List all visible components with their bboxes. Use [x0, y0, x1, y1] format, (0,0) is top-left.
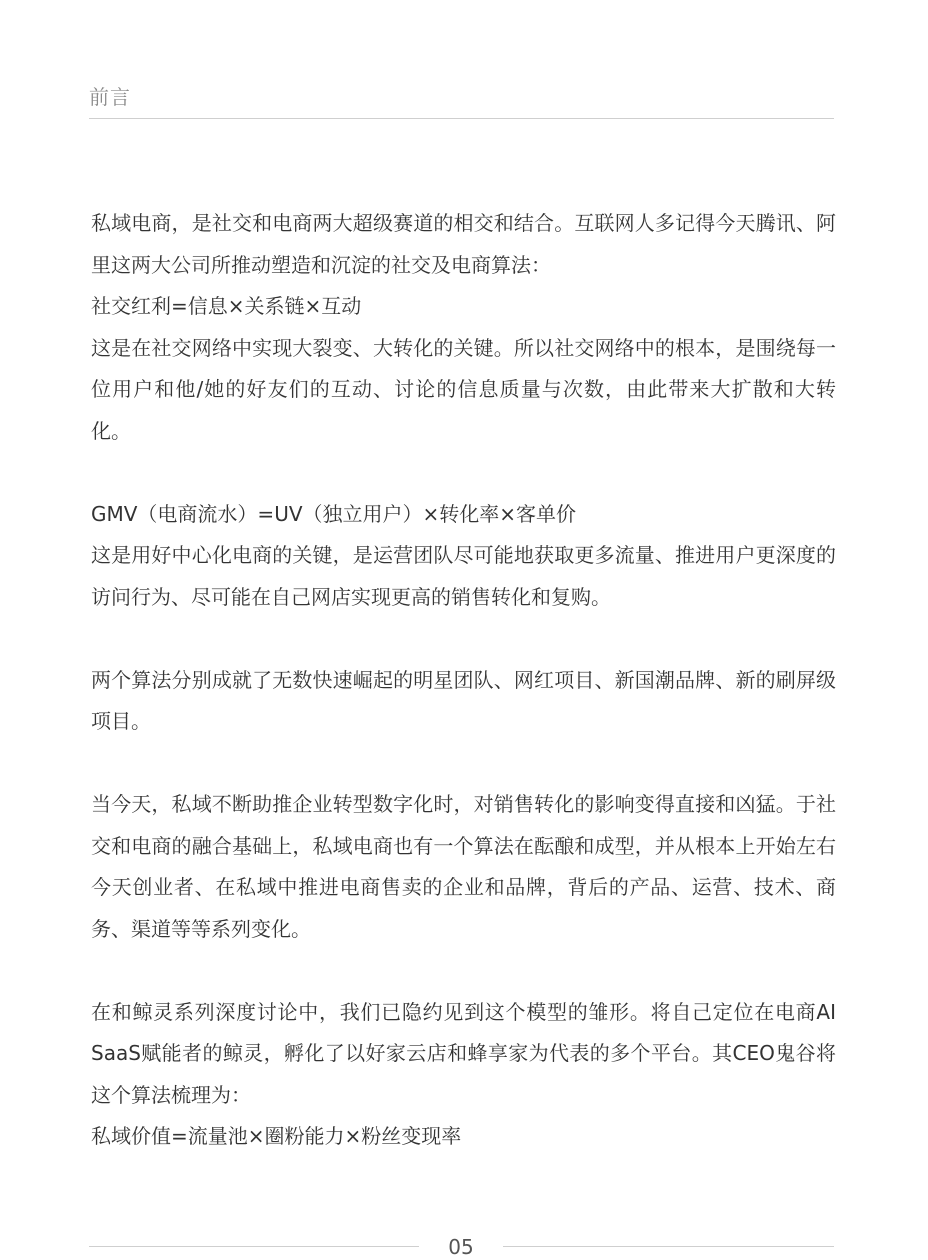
footer-divider-left	[89, 1246, 419, 1247]
formula-social: 社交红利=信息×关系链×互动	[91, 294, 362, 318]
paragraph-intro: 私域电商，是社交和电商两大超级赛道的相交和结合。互联网人多记得今天腾讯、阿里这两大公司所推动塑造和沉淀的社交及电商算法：	[91, 211, 836, 277]
formula-private-domain-value: 私域价值=流量池×圈粉能力×粉丝变现率	[91, 1124, 462, 1148]
page-number: 05	[448, 1235, 474, 1259]
paragraph-gap	[91, 950, 836, 992]
paragraph-two-algorithms: 两个算法分别成就了无数快速崛起的明星团队、网红项目、新国潮品牌、新的刷屏级项目。	[91, 667, 836, 733]
paragraph-gap	[91, 618, 836, 660]
paragraph-jingling: 在和鲸灵系列深度讨论中，我们已隐约见到这个模型的雏形。将自己定位在电商AI SaaS赋能者的鲸灵，孵化了以好家云店和蜂享家为代表的多个平台。其CEO鬼谷将这个算法梳理为：	[91, 999, 836, 1107]
paragraph-gap	[91, 743, 836, 785]
footer-divider-right	[503, 1246, 834, 1247]
formula-gmv: GMV（电商流水）=UV（独立用户）×转化率×客单价	[91, 501, 577, 526]
paragraph-gmv-explanation: 这是用好中心化电商的关键，是运营团队尽可能地获取更多流量、推进用户更深度的访问行为、尽可能在自己网店实现更高的销售转化和复购。	[91, 543, 836, 609]
paragraph-gap	[91, 452, 836, 494]
header-divider	[89, 118, 834, 119]
paragraph-private-domain: 当今天，私域不断助推企业转型数字化时，对销售转化的影响变得直接和凶猛。于社交和电商的融合基础上，私域电商也有一个算法在酝酿和成型，并从根本上开始左右今天创业者、在私域中推进电商售卖的企业和品牌，背后的产品、运营、技术、商务、渠道等等系列变化。	[91, 792, 836, 941]
page-header-title: 前言	[89, 85, 131, 109]
paragraph-social-explanation: 这是在社交网络中实现大裂变、大转化的关键。所以社交网络中的根本，是围绕每一位用户和他/她的好友们的互动、讨论的信息质量与次数，由此带来大扩散和大转化。	[91, 335, 836, 443]
body-text	[91, 203, 836, 1158]
